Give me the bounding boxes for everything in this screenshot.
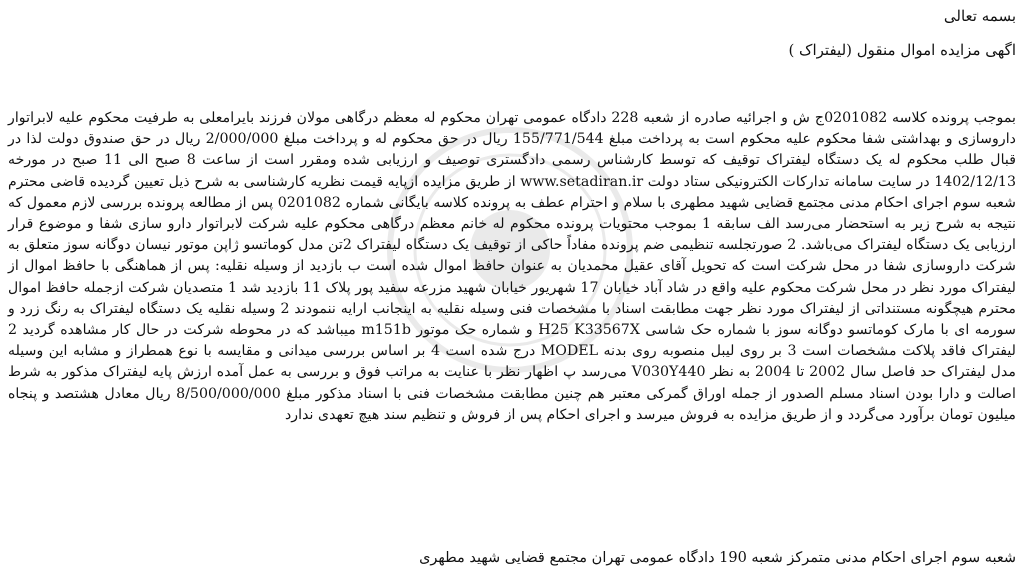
- page-title: اگهی مزایده اموال منقول (لیفتراک ): [788, 41, 1016, 59]
- announcement-body: بموجب پرونده کلاسه 0201082ج ش و اجرائیه صادره از شعبه 228 دادگاه عمومی تهران محکوم له معظم درگاهی مولان فرزند بایرامعلی به طرفیت محکوم علیه لابراتوار داروسازی و بهداشتی شفا محکوم علیه محکوم است به پرداخت مبلغ 155/771/544 ریال در حق محکوم له و پرداخت مبلغ 2/000/000 ریال در حق صندوق دولت لذا در قبال طلب محکوم له یک دستگاه لیفتراک توقیف که توسط کارشناس رسمی دادگستری توصیف و ارزیابی شده ومقرر است از ساعت 8 صبح الی 11 صبح در مورخه 1402/12/13 در سایت سامانه تدارکات الکترونیکی ستاد دولت www.setadiran.ir از طریق مزایده ازپایه قیمت نظریه کارشناسی به شرح ذیل تعیین گردیده قاضی محترم شعبه سوم اجرای احکام مدنی مجتمع قضایی شهید مطهری با سلام و احترام عطف به پرونده کلاسه بایگانی شماره 0201082 پس از مطالعه پرونده بررسی لازم معمول که نتیجه به شرح زیر به استحضار می‌رسد الف سابقه 1 بموجب محتویات پرونده محکوم له خانم معظم درگاهی محکوم علیه شرکت لابراتوار دارو سازی شفا و موضوع قرار ارزیابی یک دستگاه لیفتراک می‌باشد. 2 صورتجلسه تنظیمی ضم پرونده مفاداً حاکی از توقیف یک دستگاه لیفتراک 2تن مدل کوماتسو ژاپن موتور نیسان دوگانه سوز متعلق به شرکت داروسازی شفا در محل شرکت است که تحویل آقای عقیل محمدیان به عنوان حافظ اموال شده است ب بازدید از وسیله نقلیه: پس از هماهنگی با حافظ اموال از لیفتراک مورد نظر در محل شرکت محکوم علیه واقع در شاد آباد خیابان 17 شهریور خیابان شهید مزرعه سفید پور پلاک 11 بازدید شد 1 متصدیان شرکت ازجمله حافظ اموال محترم هیچگونه مستنداتی از لیفتراک مورد نظر جهت مطابقت اسناد با مشخصات فنی وسیله نقلیه به اینجانب ارایه ننمودند 2 وسیله نقلیه یک دستگاه لیفتراک به رنگ زرد و سورمه ای با مارک کوماتسو دوگانه سوز با شماره حک شاسی H25 K33567X و شماره حک موتور m151b میباشد که در محوطه شرکت در حال کار مشاهده گردید 2 لیفتراک فاقد پلاکت مشخصات است 3 بر روی لیبل منصوبه روی بدنه MODEL درج شده است 4 بر اساس بررسی میدانی و مقایسه با نوع همطراز و مشابه این وسیله مدل لیفتراک حد فاصل سال 2002 تا 2004 به نظر V030Y440 می‌رسد پ اظهار نظر با عنایت به مراتب فوق و بررسی به عمل آمده ارزش پایه لیفتراک مذکور به شرط اصالت و دارا بودن اسناد مسلم الصدور از جمله اوراق گمرکی معتبر هم چنین مطابقت مشخصات فنی با اسناد مذکور مبلغ 8/500/000/000 ریال معادل هشتصد و پنجاه میلیون تومان برآورد می‌گردد و از طریق مزایده به فروش میرسد و اجرای احکام پس از فروش و تنظیم سند هیچ تعهدی ندارد: [8, 110, 1017, 423]
- footer-issuer: شعبه سوم اجرای احکام مدنی متمرکز شعبه 190 دادگاه عمومی تهران مجتمع قضایی شهید مطهری: [419, 550, 1016, 566]
- bismillah-heading: بسمه تعالی: [943, 7, 1016, 25]
